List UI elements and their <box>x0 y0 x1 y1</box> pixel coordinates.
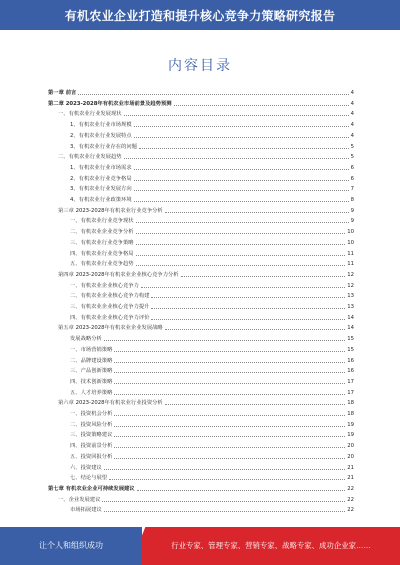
toc-entry[interactable] <box>48 140 354 150</box>
toc-entry-title: 第七章 有机农业企业可持续发展建议 <box>48 485 135 492</box>
toc-entry-title: 二、品牌建设策略 <box>70 357 113 364</box>
toc-entry-title: 三、有机农业行业竞争策略 <box>70 239 134 246</box>
toc-dot-leader <box>136 233 346 234</box>
toc-dot-leader <box>114 447 345 448</box>
toc-entry-title: 第五章 2023-2028年有机农业企业发展战略 <box>58 325 163 332</box>
toc-entry-page: 4 <box>350 90 354 96</box>
toc-dot-leader <box>134 137 349 138</box>
toc-entry-title: 三、投资策略建议 <box>70 432 113 439</box>
toc-dot-leader <box>165 329 346 330</box>
toc-dot-leader <box>114 458 345 459</box>
toc-dot-leader <box>114 415 345 416</box>
toc-entry[interactable] <box>48 354 354 364</box>
toc-dot-leader <box>114 351 345 352</box>
toc-entry-title: 二、投资风险分析 <box>70 421 113 428</box>
toc-entry[interactable] <box>48 364 354 374</box>
toc-entry-title: 第六章 2023-2028年有机农业行业投资分析 <box>58 400 163 407</box>
toc-entry[interactable] <box>48 118 354 128</box>
toc-dot-leader <box>139 148 349 149</box>
toc-entry-page: 4 <box>350 111 354 118</box>
toc-entry-title: 四、投资前景分析 <box>70 443 113 450</box>
toc-entry-page: 16 <box>347 368 354 375</box>
toc-entry-page: 9 <box>350 207 354 214</box>
toc-entry[interactable] <box>48 503 354 513</box>
toc-entry[interactable] <box>48 204 354 214</box>
toc-entry[interactable] <box>48 461 354 471</box>
toc-entry-page: 22 <box>347 485 354 492</box>
toc-entry-page: 11 <box>347 250 354 257</box>
toc-dot-leader <box>174 105 349 106</box>
toc-dot-leader <box>134 180 349 181</box>
toc-entry-page: 18 <box>347 411 354 417</box>
toc-dot-leader <box>136 244 346 245</box>
toc-dot-leader <box>102 501 345 502</box>
toc-entry[interactable] <box>48 97 354 107</box>
toc-entry-title: 三、有机农业企业核心竞争力提升 <box>70 304 150 310</box>
toc-entry[interactable] <box>48 396 354 406</box>
toc-entry[interactable] <box>48 150 354 160</box>
report-header-bar <box>0 0 400 30</box>
toc-entry-title: 一、有机农业企业核心竞争力 <box>70 282 139 289</box>
toc-entry-title: 四、技术创新策略 <box>70 378 113 385</box>
toc-entry[interactable] <box>48 439 354 449</box>
toc-dot-leader <box>114 362 345 363</box>
toc-entry-page: 5 <box>350 143 354 150</box>
toc-entry[interactable] <box>48 107 354 117</box>
toc-entry-page: 22 <box>347 496 354 503</box>
toc-entry-title: 发展战略分析 <box>70 336 102 343</box>
toc-entry-title: 二、有机农业行业发展趋势 <box>58 154 122 161</box>
toc-dot-leader <box>134 126 349 127</box>
toc-entry-page: 13 <box>347 293 354 300</box>
toc-entry[interactable] <box>48 375 354 385</box>
toc-dot-leader <box>104 511 345 512</box>
toc-entry[interactable] <box>48 407 354 417</box>
toc-entry-title: 一、有机农业行业发展现状 <box>58 111 122 118</box>
toc-entry-title: 二、有机农业企业竞争分析 <box>70 229 134 236</box>
toc-entry[interactable] <box>48 172 354 182</box>
toc-entry[interactable] <box>48 236 354 246</box>
toc-entry-title: 五、有机农业行业竞争趋势 <box>70 261 134 268</box>
toc-entry-page: 22 <box>347 507 354 514</box>
toc-entry-title: 1、有机农业行业市场需求 <box>70 164 132 171</box>
toc-entry-page: 16 <box>347 357 354 364</box>
toc-entry-page: 9 <box>350 218 354 225</box>
toc-entry-page: 10 <box>347 229 354 236</box>
toc-dot-leader <box>151 297 345 298</box>
toc-entry-page: 12 <box>347 282 354 289</box>
toc-entry-page: 15 <box>347 346 354 353</box>
toc-entry[interactable] <box>48 428 354 438</box>
toc-entry[interactable] <box>48 418 354 428</box>
toc-heading: 内容目录 <box>168 57 232 73</box>
toc-dot-leader <box>114 383 345 384</box>
toc-dot-leader <box>134 201 349 202</box>
toc-entry-page: 18 <box>347 400 354 407</box>
toc-dot-leader <box>124 115 349 116</box>
toc-entry[interactable] <box>48 321 354 331</box>
toc-entry[interactable] <box>48 311 354 321</box>
toc-entry[interactable] <box>48 257 354 267</box>
toc-entry-title: 四、有机农业企业核心竞争力评价 <box>70 314 150 321</box>
toc-entry-title: 五、人才培养策略 <box>70 389 113 396</box>
toc-entry-title: 市场拓展建议 <box>70 507 102 514</box>
toc-dot-leader <box>104 340 345 341</box>
toc-dot-leader <box>136 265 346 266</box>
toc-entry[interactable] <box>48 343 354 353</box>
toc-entry-page: 6 <box>350 175 354 182</box>
toc-entry[interactable] <box>48 386 354 396</box>
toc-entry-title: 3、有机农业行业存在的问题 <box>70 143 137 150</box>
toc-entry-title: 三、产品创新策略 <box>70 368 113 375</box>
toc-entry-title: 第一章 前言 <box>48 90 77 96</box>
toc-entry-page: 20 <box>347 453 354 460</box>
toc-entry-page: 14 <box>347 325 354 332</box>
toc-entry-title: 第三章 2023-2028年有机农业行业竞争分析 <box>58 207 163 214</box>
toc-entry-page: 4 <box>350 100 354 107</box>
toc-entry[interactable] <box>48 129 354 139</box>
toc-entry-title: 一、有机农业行业竞争现状 <box>70 218 134 225</box>
toc-entry-page: 4 <box>350 122 354 129</box>
toc-entry[interactable] <box>48 279 354 289</box>
toc-entry[interactable] <box>48 300 354 310</box>
toc-dot-leader <box>134 169 349 170</box>
toc-entry[interactable] <box>48 289 354 299</box>
toc-dot-leader <box>181 276 346 277</box>
toc-entry-title: 4、有机农业行业政策环境 <box>70 197 132 203</box>
toc-entry-title: 四、有机农业行业竞争格局 <box>70 250 134 257</box>
toc-entry[interactable] <box>48 161 354 171</box>
toc-entry-page: 15 <box>347 336 354 343</box>
table-of-contents <box>48 86 354 514</box>
footer-slogan: 让个人和组织成功 <box>39 541 103 550</box>
toc-entry-page: 12 <box>347 271 354 278</box>
footer-experts-text: 行业专家、管理专家、营销专家、战略专家、成功企业家…… <box>171 541 371 550</box>
footer-blue-band <box>0 527 142 565</box>
toc-entry-title: 五、投资回报分析 <box>70 453 113 460</box>
toc-entry-page: 21 <box>347 475 354 482</box>
toc-dot-leader <box>124 158 349 159</box>
toc-dot-leader <box>78 94 348 95</box>
toc-entry[interactable] <box>48 214 354 224</box>
toc-entry-page: 17 <box>347 378 354 385</box>
toc-dot-leader <box>151 319 345 320</box>
toc-dot-leader <box>104 469 345 470</box>
toc-entry-page: 6 <box>350 164 354 171</box>
toc-dot-leader <box>141 287 345 288</box>
toc-entry-page: 19 <box>347 432 354 439</box>
toc-entry[interactable] <box>48 268 354 278</box>
toc-entry[interactable] <box>48 450 354 460</box>
toc-entry[interactable] <box>48 482 354 492</box>
toc-entry-title: 3、有机农业行业发展方向 <box>70 186 132 193</box>
toc-dot-leader <box>109 479 345 480</box>
toc-dot-leader <box>137 490 346 491</box>
toc-entry-title: 一、市场营销策略 <box>70 346 113 353</box>
toc-entry-title: 2、有机农业行业发展特点 <box>70 132 132 139</box>
toc-entry-title: 2、有机农业行业竞争格局 <box>70 175 132 182</box>
toc-dot-leader <box>134 190 349 191</box>
toc-entry[interactable] <box>48 493 354 503</box>
toc-entry-page: 17 <box>347 389 354 396</box>
toc-entry-page: 4 <box>350 132 354 139</box>
toc-entry-page: 20 <box>347 443 354 450</box>
toc-entry-title: 1、有机农业行业市场规模 <box>70 122 132 129</box>
toc-entry-title: 一、投资机会分析 <box>70 411 113 417</box>
toc-dot-leader <box>165 212 349 213</box>
toc-entry-title: 第四章 2023-2028年有机农业企业核心竞争力分析 <box>58 271 179 278</box>
toc-entry[interactable] <box>48 225 354 235</box>
toc-entry-page: 13 <box>347 304 354 310</box>
toc-dot-leader <box>136 255 346 256</box>
toc-entry-title: 一、企业发展建议 <box>58 496 101 503</box>
toc-entry[interactable] <box>48 193 354 203</box>
toc-dot-leader <box>165 404 346 405</box>
toc-dot-leader <box>136 222 349 223</box>
toc-dot-leader <box>114 372 345 373</box>
toc-dot-leader <box>114 394 345 395</box>
toc-entry[interactable] <box>48 86 354 96</box>
toc-entry-page: 7 <box>350 186 354 193</box>
toc-entry-title: 七、结论与展望 <box>70 475 108 482</box>
toc-entry-page: 21 <box>347 464 354 471</box>
toc-entry-page: 8 <box>350 197 354 203</box>
toc-entry-title: 第二章 2023-2028年有机农业市场前景及趋势预测 <box>48 100 172 107</box>
toc-entry-title: 六、投资建议 <box>70 464 102 471</box>
toc-entry[interactable] <box>48 247 354 257</box>
toc-entry-page: 10 <box>347 239 354 246</box>
toc-entry[interactable] <box>48 471 354 481</box>
toc-entry[interactable] <box>48 332 354 342</box>
toc-entry-page: 14 <box>347 314 354 321</box>
report-title: 有机农业企业打造和提升核心竞争力策略研究报告 <box>64 9 336 23</box>
toc-dot-leader <box>151 308 345 309</box>
toc-dot-leader <box>114 426 345 427</box>
toc-dot-leader <box>114 436 345 437</box>
toc-entry-page: 19 <box>347 421 354 428</box>
toc-entry[interactable] <box>48 182 354 192</box>
footer-banner <box>0 527 400 565</box>
toc-entry-title: 二、有机农业企业核心竞争力构建 <box>70 293 150 300</box>
toc-entry-page: 11 <box>347 261 354 268</box>
toc-entry-page: 5 <box>350 154 354 161</box>
